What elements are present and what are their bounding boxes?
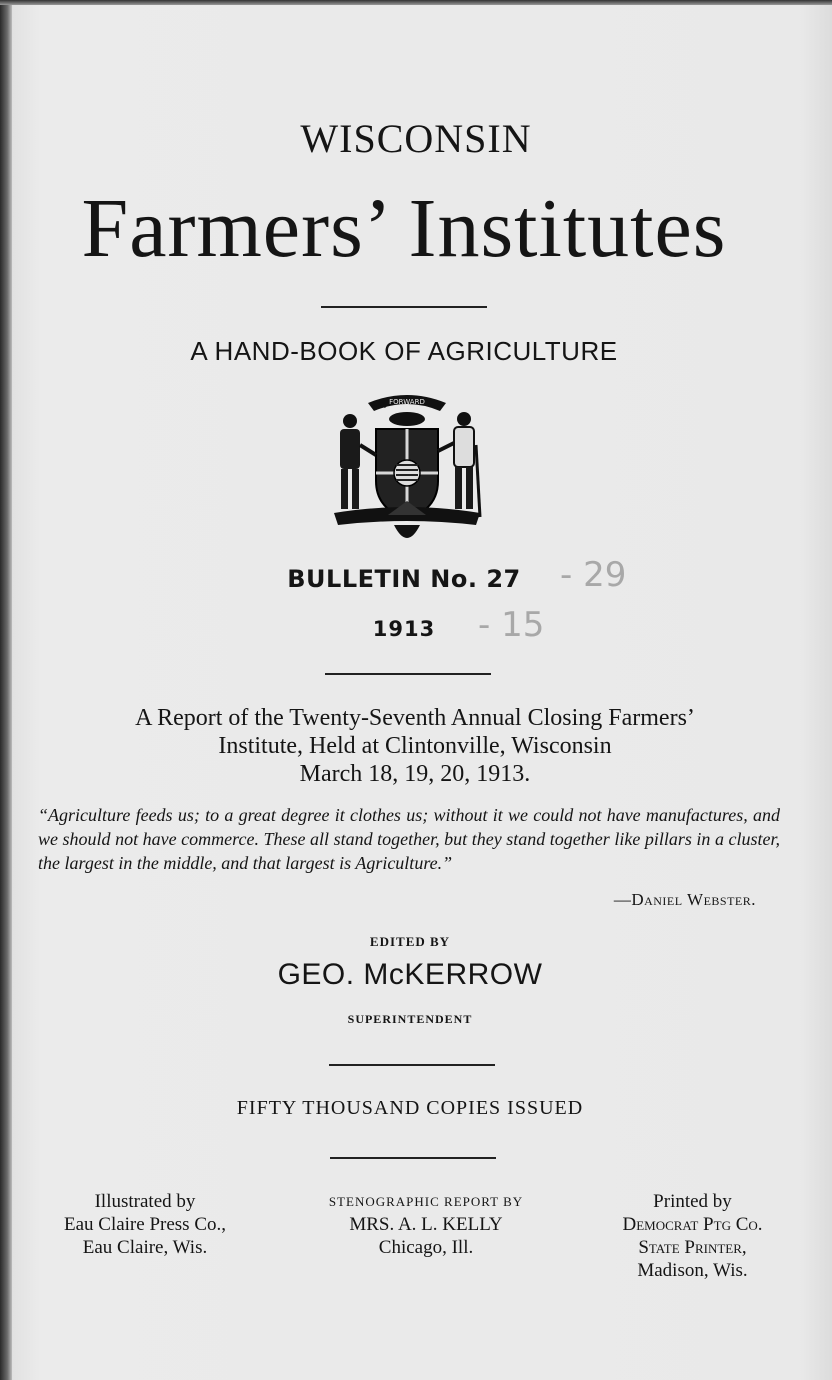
- report-description: [40, 704, 790, 788]
- credit-line: Eau Claire, Wis.: [82, 1237, 208, 1258]
- subtitle: A HAND-BOOK OF AGRICULTURE: [190, 336, 618, 366]
- credit-line: Democrat Ptg Co.: [622, 1214, 763, 1235]
- wisconsin-state-seal-icon: [328, 385, 486, 555]
- editor-title: SUPERINTENDENT: [347, 1012, 473, 1026]
- edited-by-label: EDITED BY: [369, 934, 451, 949]
- handwritten-note: - 15: [478, 605, 545, 645]
- state-heading: WISCONSIN: [300, 116, 532, 161]
- handwritten-note: - 29: [560, 555, 627, 595]
- credit-label: Printed by: [653, 1191, 732, 1212]
- report-line: A Report of the Twenty-Seventh Annual Closing Farmers’: [135, 705, 695, 731]
- page-top-edge: [0, 0, 832, 5]
- credit-line: State Printer,: [638, 1237, 747, 1258]
- divider-rule: [329, 1064, 495, 1066]
- divider-rule: [325, 673, 491, 675]
- credit-printed: [590, 1190, 795, 1282]
- epigraph-quote: “Agriculture feeds us; to a great degree it clothes us; without it we could not have manufactures, and we should not have commerce. These all stand together, but they stand together like pillars in a cluster, the largest in the middle, and that largest is Agriculture.”: [38, 805, 780, 873]
- credit-line: Chicago, Ill.: [378, 1237, 474, 1258]
- credit-line: Eau Claire Press Co.,: [63, 1214, 226, 1235]
- report-line: March 18, 19, 20, 1913.: [299, 761, 531, 787]
- divider-rule: [321, 306, 487, 308]
- quote-attribution: —Daniel Webster.: [613, 890, 756, 909]
- credit-illustrated: [30, 1190, 260, 1259]
- credit-line: MRS. A. L. KELLY: [349, 1214, 503, 1235]
- credit-label: Illustrated by: [94, 1191, 196, 1212]
- credit-label: STENOGRAPHIC REPORT BY: [328, 1194, 524, 1209]
- credit-line: Madison, Wis.: [637, 1260, 748, 1281]
- seal-motto: FORWARD: [389, 398, 425, 406]
- bulletin-year: 1913: [372, 617, 436, 641]
- report-line: Institute, Held at Clintonville, Wisconsin: [218, 733, 612, 759]
- credit-stenographic: [300, 1190, 552, 1259]
- editor-name: GEO. McKERROW: [277, 958, 543, 991]
- bulletin-number: BULLETIN No. 27: [287, 565, 521, 593]
- page-title: Farmers’ Institutes: [81, 182, 727, 275]
- divider-rule: [330, 1157, 496, 1159]
- copies-issued: FIFTY THOUSAND COPIES ISSUED: [236, 1097, 584, 1119]
